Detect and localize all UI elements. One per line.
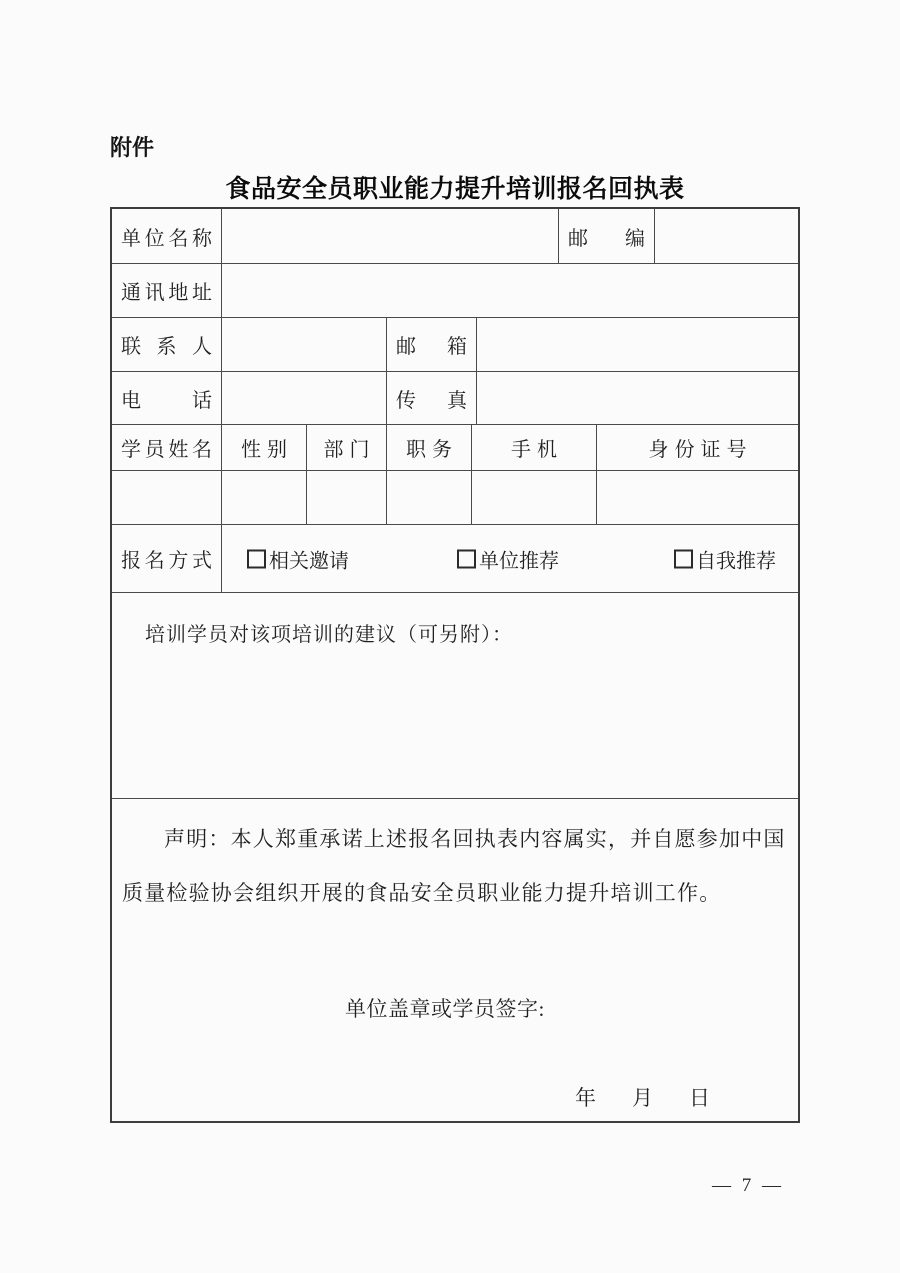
registration-method-label: 报名方式	[112, 525, 222, 592]
student-header-row	[112, 425, 798, 471]
declaration-row	[112, 799, 798, 1121]
phone-label: 电话	[112, 372, 222, 424]
table-row	[112, 209, 798, 264]
registration-options-cell	[222, 525, 798, 592]
email-field[interactable]	[477, 318, 798, 371]
fax-field[interactable]	[477, 372, 798, 424]
option-invitation[interactable]	[247, 544, 349, 573]
address-field[interactable]	[222, 264, 798, 317]
postcode-field[interactable]	[655, 209, 798, 263]
date-year-label: 年	[575, 1086, 596, 1110]
declaration-text	[122, 812, 790, 920]
date-line	[575, 1082, 710, 1112]
option-invitation-label: 相关邀请	[269, 550, 349, 572]
option-unit-recommendation[interactable]	[457, 544, 559, 573]
option-unit-recommendation-label: 单位推荐	[479, 550, 559, 572]
checkbox-self-recommendation-icon[interactable]	[674, 549, 693, 568]
id-number-header: 身份证号	[648, 439, 753, 461]
mobile-header: 手机	[472, 425, 597, 470]
contact-field[interactable]	[222, 318, 387, 371]
declaration-line-2: 质量检验协会组织开展的食品安全员职业能力提升培训工作。	[122, 881, 722, 905]
signature-label: 单位盖章或学员签字:	[345, 997, 545, 1021]
table-row	[112, 318, 798, 372]
student-name-header: 学员姓名	[112, 425, 222, 470]
form-title: 食品安全员职业能力提升培训报名回执表	[225, 175, 685, 203]
department-header: 部门	[307, 425, 387, 470]
option-self-recommendation[interactable]	[674, 544, 776, 573]
gender-header: 性别	[222, 425, 307, 470]
attachment-label: 附件	[110, 135, 155, 160]
id-number-field[interactable]	[597, 471, 798, 524]
phone-field[interactable]	[222, 372, 387, 424]
date-day-label: 日	[689, 1086, 710, 1110]
unit-name-label: 单位名称	[112, 209, 222, 263]
department-field[interactable]	[307, 471, 387, 524]
position-header: 职务	[387, 425, 472, 470]
address-label: 通讯地址	[112, 264, 222, 317]
declaration-section	[112, 799, 798, 1121]
registration-form-table	[110, 207, 800, 1123]
gender-field[interactable]	[222, 471, 307, 524]
checkbox-unit-recommendation-icon[interactable]	[457, 549, 476, 568]
date-month-label: 月	[632, 1086, 653, 1110]
contact-label: 联系人	[112, 318, 222, 371]
mobile-field[interactable]	[472, 471, 597, 524]
suggestion-field[interactable]	[112, 593, 798, 798]
declaration-line-1: 声明：本人郑重承诺上述报名回执表内容属实，并自愿参加中国	[164, 827, 786, 851]
fax-label: 传真	[387, 372, 477, 424]
unit-name-field[interactable]	[222, 209, 559, 263]
option-self-recommendation-label: 自我推荐	[696, 550, 776, 572]
suggestion-row	[112, 593, 798, 799]
checkbox-invitation-icon[interactable]	[247, 549, 266, 568]
page-number: — 7 —	[712, 1175, 784, 1196]
registration-method-row	[112, 525, 798, 593]
email-label: 邮箱	[387, 318, 477, 371]
postcode-label: 邮编	[559, 209, 655, 263]
position-field[interactable]	[387, 471, 472, 524]
table-row	[112, 264, 798, 318]
suggestion-label: 培训学员对该项培训的建议（可另附）：	[145, 624, 513, 646]
student-name-field[interactable]	[112, 471, 222, 524]
table-row	[112, 372, 798, 425]
student-entry-row	[112, 471, 798, 525]
